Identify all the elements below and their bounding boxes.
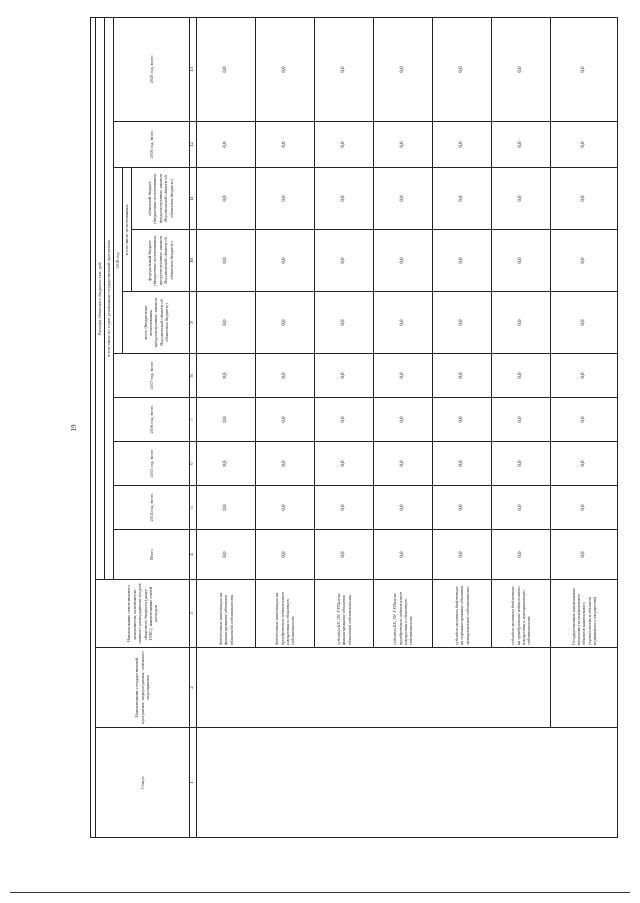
value-cell: 0,0 [197,230,256,292]
value-cell: 0,0 [315,122,374,168]
status-cell [197,728,618,838]
header-by-sources: в том числе по источникам: [123,168,132,292]
value-cell: 0,0 [374,230,433,292]
value-cell: 0,0 [492,230,551,292]
row-label: бюджетные инвестиции на приобретение недвижимого имущества в областную собственность [256,580,315,648]
header-federal: федеральный бюджет (бюджетные ассигнования, предусмотренные законом Воронежской области об областном бюджете) [132,230,190,292]
value-cell: 0,0 [551,486,618,530]
value-cell: 0,0 [492,168,551,230]
column-number: 4 [190,530,197,580]
program-cell [197,648,551,728]
value-cell: 0,0 [374,168,433,230]
value-cell: 0,0 [315,442,374,486]
value-cell: 0,0 [315,17,374,121]
row-label: бюджетные инвестиции на финансирование объектов областной собственности [197,580,256,648]
value-cell: 0,0 [374,398,433,442]
value-cell: 0,0 [197,122,256,168]
value-cell: 0,0 [551,168,618,230]
value-cell: 0,0 [551,122,618,168]
row-label: субсидии БУ, АУ, ГУПам на приобретение недвижимого имущества в областную собственность [374,580,433,648]
value-cell: 0,0 [492,122,551,168]
value-cell: 0,0 [315,168,374,230]
row-label: Государственные капитальные вложения (за исключением объектов капитального строительства и объектов недвижимого имущества) [551,580,618,648]
column-number: 12 [190,122,197,168]
value-cell: 0,0 [374,17,433,121]
value-cell: 0,0 [197,17,256,121]
column-number: 6 [190,442,197,486]
value-cell: 0,0 [315,230,374,292]
value-cell: 0,0 [256,486,315,530]
column-number: 10 [190,230,197,292]
value-cell: 0,0 [433,17,492,121]
header-2018-total: всего (бюджетные ассигнования, предусмотренные законом Воронежской области об областном бюджете) [123,292,190,354]
value-cell: 0,0 [197,530,256,580]
column-number: 5 [190,486,197,530]
value-cell: 0,0 [492,486,551,530]
value-cell: 0,0 [433,530,492,580]
column-number: 3 [190,580,197,648]
value-cell: 0,0 [551,230,618,292]
value-cell: 0,0 [433,354,492,398]
column-number: 11 [190,168,197,230]
value-cell: 0,0 [551,398,618,442]
value-cell: 0,0 [197,292,256,354]
value-cell: 0,0 [433,292,492,354]
value-cell: 0,0 [315,530,374,580]
value-cell: 0,0 [433,168,492,230]
header-2018: 2018 год [114,168,123,354]
value-cell: 0,0 [374,530,433,580]
value-cell: 0,0 [197,168,256,230]
column-number: 8 [190,354,197,398]
header-by-years: в том числе по годам реализации государственной программы [105,17,114,579]
header-2015: 2015 год, всего [114,442,190,486]
value-cell: 0,0 [551,442,618,486]
row-label: субсидии местным бюджетам на софинансирование объектов муниципальной собственности [433,580,492,648]
header-2016: 2016 год, всего [114,398,190,442]
header-regional: областной бюджет (бюджетные ассигнования, предусмотренные законом Воронежской области об областном бюджете) [132,168,190,230]
page-number: 19 [70,424,78,432]
value-cell: 0,0 [256,168,315,230]
rotated-page [62,18,602,838]
value-cell: 0,0 [433,122,492,168]
value-cell: 0,0 [256,442,315,486]
value-cell: 0,0 [256,230,315,292]
column-number: 2 [190,648,197,728]
value-cell: 0,0 [197,354,256,398]
value-cell: 0,0 [315,486,374,530]
value-cell: 0,0 [433,486,492,530]
value-cell: 0,0 [433,230,492,292]
value-cell: 0,0 [256,530,315,580]
value-cell: 0,0 [492,442,551,486]
row-label: субсидии местным бюджетам на приобретение недвижимого имущества в муниципальную собственность [492,580,551,648]
value-cell: 0,0 [256,354,315,398]
value-cell: 0,0 [492,17,551,121]
value-cell: 0,0 [492,292,551,354]
value-cell: 0,0 [551,354,618,398]
value-cell: 0,0 [433,398,492,442]
value-cell: 0,0 [197,442,256,486]
column-numbers-row [190,17,197,837]
value-cell: 0,0 [492,398,551,442]
value-cell: 0,0 [433,442,492,486]
value-cell: 0,0 [551,530,618,580]
value-cell: 0,0 [374,354,433,398]
value-cell: 0,0 [315,398,374,442]
header-2019: 2019 год, всего [114,122,190,168]
column-number: 1 [190,728,197,838]
value-cell: 0,0 [315,354,374,398]
value-cell: 0,0 [197,398,256,442]
header-2020: 2020 год, всего [114,17,190,121]
value-cell: 0,0 [374,122,433,168]
header-executor: Наименование ответственного исполнителя, исполнителя - главного распорядителя средств областного бюджета (далее - ГРБС), наименование статей расходов [96,580,190,648]
value-cell: 0,0 [256,398,315,442]
header-expenses: Расходы областного бюджета, тыс. руб. [96,17,105,579]
header-program: Наименование государственной программы, подпрограммы, основного мероприятия [96,648,190,728]
bottom-divider [10,892,630,893]
value-cell: 0,0 [492,354,551,398]
value-cell: 0,0 [492,530,551,580]
value-cell: 0,0 [256,122,315,168]
value-cell: 0,0 [374,486,433,530]
value-cell: 0,0 [551,292,618,354]
table-row [551,17,618,837]
column-number: 7 [190,398,197,442]
table-row [197,17,256,837]
value-cell: 0,0 [256,292,315,354]
header-2017: 2017 год, всего [114,354,190,398]
value-cell: 0,0 [315,292,374,354]
column-number: 9 [190,292,197,354]
budget-table [90,17,618,838]
row-label: субсидии БУ, АУ, ГУПам на финансирование объектов областной собственности [315,580,374,648]
value-cell: 0,0 [374,442,433,486]
value-cell: 0,0 [374,292,433,354]
value-cell: 0,0 [197,486,256,530]
header-total: Всего [114,530,190,580]
value-cell: 0,0 [551,17,618,121]
program-cell [551,648,618,728]
value-cell: 0,0 [256,17,315,121]
header-2014: 2014 год, всего [114,486,190,530]
header-status: Статус [96,728,190,838]
column-number: 13 [190,17,197,121]
